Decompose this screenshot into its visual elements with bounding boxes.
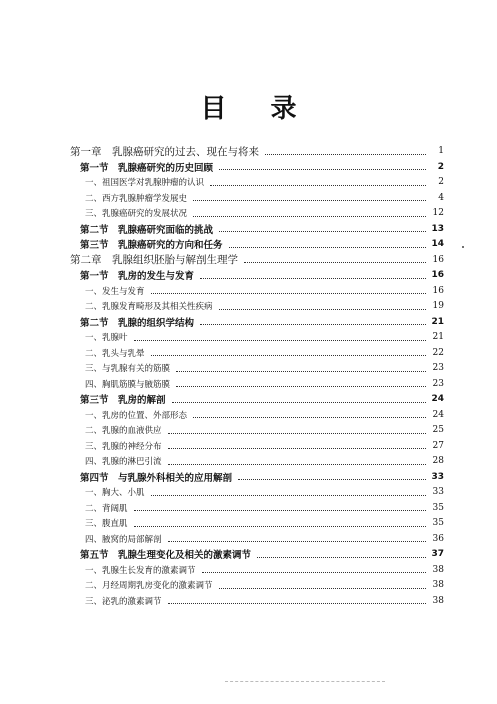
- toc-entry-label: 三、乳腺的神经分布: [85, 441, 162, 452]
- toc-page-number: 16: [432, 254, 444, 265]
- toc-entry-label: 四、腋窝的局部解剖: [85, 534, 162, 545]
- toc-entry-label: 第一节 乳腺癌研究的历史回顾: [80, 162, 214, 174]
- toc-entry-label: 二、月经周期乳房变化的激素调节: [85, 581, 213, 591]
- toc-entry-item: [0, 577, 497, 593]
- toc-entry-label: 第四节 与乳腺外科相关的应用解剖: [80, 472, 233, 484]
- toc-entry-label: 二、乳腺的血液供应: [85, 426, 162, 436]
- dot-leader: [168, 433, 426, 434]
- toc-entry-label: 第一章 乳腺癌研究的过去、现在与将来: [70, 145, 259, 158]
- title-char-2: 录: [270, 94, 297, 124]
- toc-page-number: 24: [431, 394, 444, 404]
- toc-entry-item: [0, 515, 497, 531]
- toc-page-number: 35: [432, 502, 444, 513]
- dot-leader: [229, 247, 426, 248]
- toc-entry-label: 一、乳腺生长发育的激素调节: [85, 565, 196, 576]
- scan-artifact: [225, 680, 385, 682]
- dot-leader: [168, 541, 426, 542]
- page-title: [0, 88, 497, 125]
- toc-entry-item: [0, 283, 497, 299]
- toc-page-number: 19: [432, 301, 444, 311]
- toc-entry-section: [0, 159, 497, 175]
- toc-entry-item: [0, 438, 497, 454]
- toc-entry-item: [0, 562, 497, 578]
- toc-entry-item: [0, 205, 497, 221]
- toc-entry-section: [0, 391, 497, 407]
- dot-leader: [134, 526, 426, 527]
- dot-leader: [176, 371, 426, 372]
- toc-entry-label: 三、泌乳的激素调节: [85, 596, 162, 607]
- dot-leader: [210, 185, 426, 186]
- toc-entry-label: 三、乳腺癌研究的发展状况: [85, 209, 188, 219]
- toc-entry-label: 四、胸肌筋膜与腋筋膜: [85, 379, 171, 390]
- toc-page-number: 4: [438, 192, 444, 203]
- toc-entry-item: [0, 174, 497, 190]
- toc-entry-item: [0, 500, 497, 516]
- toc-entry-section: [0, 469, 497, 485]
- toc-entry-item: [0, 453, 497, 469]
- toc-entry-chapter: [0, 143, 497, 159]
- toc-entry-item: [0, 345, 497, 361]
- toc-page-number: 28: [432, 456, 444, 466]
- toc-page-number: 14: [431, 239, 444, 249]
- toc-entry-item: [0, 298, 497, 314]
- toc-entry-label: 一、乳腺叶: [85, 333, 128, 343]
- toc-entry-section: [0, 236, 497, 252]
- toc-page-number: 36: [432, 533, 444, 544]
- dot-leader: [219, 309, 426, 310]
- toc-entry-section: [0, 267, 497, 283]
- dot-leader: [134, 510, 426, 511]
- dot-leader: [219, 231, 426, 232]
- toc-entry-label: 第一节 乳房的发生与发育: [80, 271, 195, 282]
- toc-entry-label: 二、西方乳腺肿瘤学发展史: [85, 193, 188, 204]
- toc-entry-chapter: [0, 252, 497, 268]
- toc-entry-label: 一、胸大、小肌: [85, 488, 145, 498]
- dot-leader: [151, 495, 426, 496]
- toc-entry-item: [0, 484, 497, 500]
- toc-page-number: 38: [432, 595, 444, 606]
- dot-leader: [193, 417, 426, 418]
- toc-entry-item: [0, 422, 497, 438]
- toc-entry-item: [0, 593, 497, 609]
- dot-leader: [219, 588, 426, 589]
- toc-entry-label: 第二节 乳腺的组织学结构: [80, 317, 195, 329]
- dot-leader: [151, 355, 426, 356]
- toc-page-number: 27: [432, 440, 444, 451]
- toc-entry-label: 一、发生与发育: [85, 286, 145, 297]
- toc-page-number: 21: [431, 316, 444, 327]
- toc-page-number: 21: [432, 332, 444, 342]
- toc-entry-label: 三、与乳腺有关的筋膜: [85, 364, 171, 374]
- toc-page-number: 13: [431, 223, 444, 234]
- toc-page-number: 33: [432, 487, 444, 497]
- dot-leader: [193, 200, 426, 201]
- toc-page-number: 23: [432, 378, 444, 389]
- toc-page-number: 16: [432, 285, 444, 296]
- toc-page-number: 23: [432, 363, 444, 373]
- dot-leader: [200, 278, 426, 279]
- toc-page-number: 38: [432, 580, 444, 590]
- dot-leader: [257, 557, 426, 558]
- toc-entry-label: 四、乳腺的淋巴引流: [85, 457, 162, 467]
- toc-entry-label: 第三节 乳腺癌研究的方向和任务: [80, 240, 223, 251]
- dot-leader: [172, 402, 426, 403]
- dot-leader: [168, 603, 426, 604]
- toc-page-number: 24: [432, 409, 444, 420]
- toc-entry-label: 第二节 乳腺癌研究面临的挑战: [80, 224, 214, 236]
- toc-entry-label: 第二章 乳腺组织胚胎与解剖生理学: [70, 254, 238, 266]
- toc-page-number: 35: [432, 518, 444, 528]
- toc-entry-item: [0, 407, 497, 423]
- dot-leader: [168, 448, 426, 449]
- dot-leader: [265, 154, 426, 155]
- scan-mark: [462, 246, 464, 248]
- title-char-1: 目: [200, 94, 227, 124]
- toc-entry-label: 一、祖国医学对乳腺肿瘤的认识: [85, 178, 205, 188]
- toc-entry-label: 第三节 乳房的解剖: [80, 395, 166, 406]
- toc-page-number: 38: [432, 564, 444, 575]
- dot-leader: [134, 340, 426, 341]
- toc-page-number: 2: [437, 161, 444, 172]
- dot-leader: [238, 479, 426, 480]
- dot-leader: [151, 293, 426, 294]
- toc-entry-item: [0, 531, 497, 547]
- dot-leader: [193, 216, 426, 217]
- toc-entry-item: [0, 190, 497, 206]
- toc-entry-section: [0, 221, 497, 237]
- toc-page-number: 22: [432, 347, 444, 358]
- dot-leader: [202, 572, 426, 573]
- toc-page-number: 1: [438, 146, 444, 156]
- toc-entry-label: 第五节 乳腺生理变化及相关的激素调节: [80, 550, 252, 561]
- toc-page-number: 16: [431, 270, 444, 280]
- toc-page-number: 2: [438, 177, 444, 187]
- toc-entry-label: 二、乳头与乳晕: [85, 348, 145, 359]
- dot-leader: [244, 262, 426, 263]
- dot-leader: [200, 324, 426, 325]
- dot-leader: [168, 464, 426, 465]
- toc-page-number: 33: [431, 471, 444, 482]
- toc-entry-section: [0, 314, 497, 330]
- dot-leader: [176, 386, 426, 387]
- toc-entry-label: 二、背阔肌: [85, 503, 128, 514]
- toc-entry-label: 一、乳房的位置、外部形态: [85, 410, 188, 421]
- toc-entry-section: [0, 546, 497, 562]
- toc-page-number: 12: [432, 208, 444, 218]
- dot-leader: [219, 169, 426, 170]
- toc-entry-item: [0, 376, 497, 392]
- toc-entry-item: [0, 329, 497, 345]
- toc-entry-label: 二、乳腺发育畸形及其相关性疾病: [85, 302, 213, 312]
- toc-page-number: 37: [431, 549, 444, 559]
- toc-entry-item: [0, 360, 497, 376]
- toc-page-number: 25: [432, 425, 444, 435]
- toc-entry-label: 三、腹直肌: [85, 519, 128, 529]
